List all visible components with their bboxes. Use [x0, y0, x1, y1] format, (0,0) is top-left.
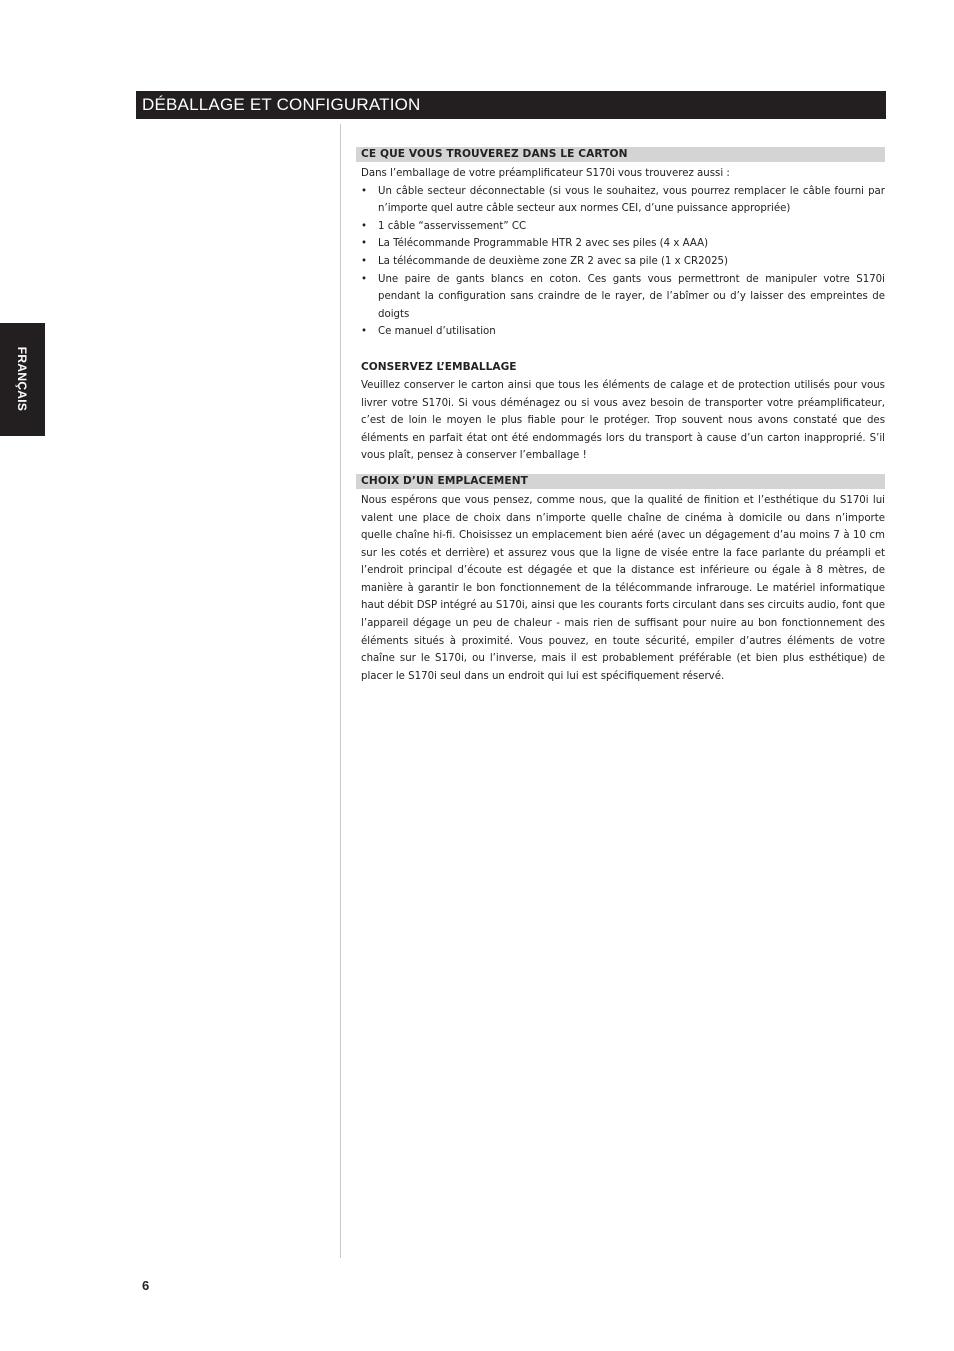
page-title-bar: [136, 91, 886, 119]
carton-intro: Dans l’emballage de votre préamplificateur S170i vous trouverez aussi :: [361, 168, 730, 179]
section-heading-emballage: CONSERVEZ L’EMBALLAGE: [361, 360, 517, 373]
main-content: [356, 147, 885, 685]
list-item: • La télécommande de deuxième zone ZR 2 avec sa pile (1 x CR2025): [361, 253, 885, 271]
carton-item-list: [356, 183, 885, 341]
list-item: • Un câble secteur déconnectable (si vous le souhaitez, vous pourrez remplacer le câble fourni par n’importe quel autre câble secteur aux normes CEI, d’une puissance appropriée): [361, 183, 885, 218]
list-item: • Une paire de gants blancs en coton. Ces gants vous permettront de manipuler votre S170i pendant la configuration sans craindre de le rayer, de l’abîmer ou d’y laisser des empreintes de doigts: [361, 271, 885, 324]
language-tab: [0, 323, 45, 436]
list-item: • 1 câble “asservissement” CC: [361, 218, 885, 236]
page-title: DÉBALLAGE ET CONFIGURATION: [142, 95, 421, 114]
column-divider: [340, 124, 341, 1258]
emplacement-text: Nous espérons que vous pensez, comme nous, que la qualité de finition et l’esthétique du S170i lui valent une place de choix dans n’importe quelle chaîne de cinéma à domicile ou dans n’importe quelle chaîne hi-fi. Choisissez un emplacement bien aéré (avec un dégagement d’au moins 7 à 10 cm sur les cotés et derrière) et assurez vous que la ligne de visée entre la face parlante du préampli et l’endroit principal d’écoute est dégagée et que la distance est inférieure ou égale à 8 mètres, de manière à garantir le bon fonctionnement de la télécommande infrarouge. Le matériel informatique haut débit DSP intégré au S170i, ainsi que les courants forts circulant dans ses circuits audio, font que l’appareil dégage un peu de chaleur - mais rien de suffisant pour nuire au bon fonctionnement des éléments situés à proximité. Vous pouvez, en toute sécurité, empiler d’autres éléments de votre chaîne sur le S170i, ou l’inverse, mais il est probablement préférable (et bien plus esthétique) de placer le S170i seul dans un endroit qui lui est spécifiquement réservé.: [361, 494, 885, 682]
language-tab-label: FRANÇAIS: [15, 346, 29, 412]
section-heading-emplacement: CHOIX D’UN EMPLACEMENT: [356, 474, 885, 489]
page-number: 6: [142, 1278, 150, 1293]
list-item: • La Télécommande Programmable HTR 2 avec ses piles (4 x AAA): [361, 235, 885, 253]
section-heading-carton: CE QUE VOUS TROUVEREZ DANS LE CARTON: [356, 147, 885, 162]
list-item: • Ce manuel d’utilisation: [361, 323, 885, 341]
emballage-text: Veuillez conserver le carton ainsi que tous les éléments de calage et de protection utilisés pour vous livrer votre S170i. Si vous déménagez ou si vous avez besoin de transporter votre préamplificateur, c’est de loin le moyen le plus fiable pour le protéger. Trop souvent nous avons constaté que des éléments en parfait état ont été endommagés lors du transport à cause d’un carton inapproprié. S’il vous plaît, pensez à conserver l’emballage !: [361, 379, 885, 462]
